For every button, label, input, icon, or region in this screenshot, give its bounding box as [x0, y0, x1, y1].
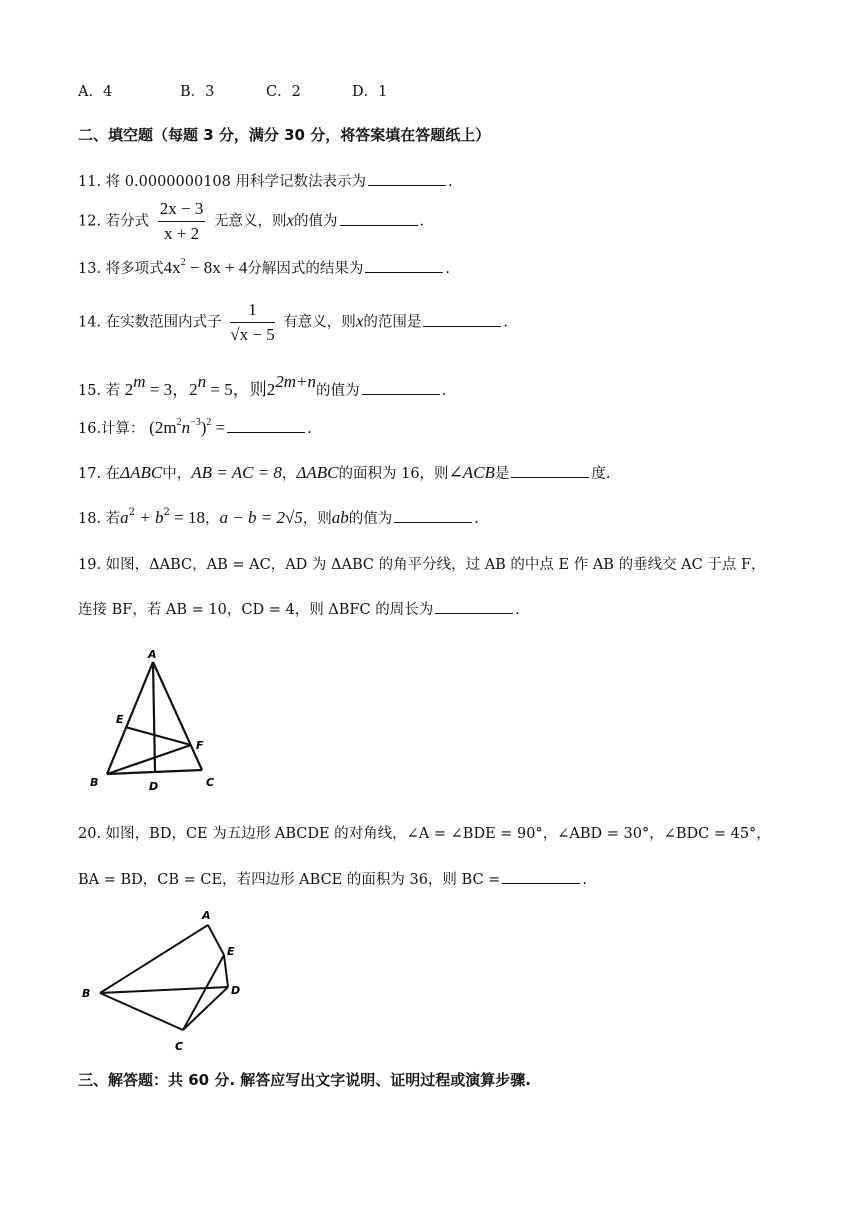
choice-b: B．3 — [180, 84, 215, 100]
q20-text-line2: BA = BD，CB = CE，若四边形 ABCE 的面积为 36，则 BC = — [78, 872, 501, 888]
label-d: D — [231, 984, 241, 997]
q14-fraction — [230, 300, 274, 345]
fraction-denominator: √x − 5 — [230, 325, 275, 344]
question-19-cont: 连接 BF，若 AB = 10，CD = 4，则 ΔBFC 的周长为 . — [78, 602, 520, 618]
q12-number: 12. — [78, 213, 102, 230]
q12-fraction — [158, 199, 206, 244]
q16-expression: $(2m^2n^{-3})^2$ = — [149, 417, 226, 437]
label-b: B — [90, 776, 99, 789]
question-11: 11. 将 0.0000000108 用科学记数法表示为 . — [78, 174, 453, 190]
fraction-numerator: 1 — [230, 300, 274, 323]
section3-title: 三、解答题：共 60 分. 解答应写出文字说明、证明过程或演算步骤. — [78, 1071, 531, 1089]
answer-blank — [340, 224, 418, 226]
question-20-cont: BA = BD，CB = CE，若四边形 ABCE 的面积为 36，则 BC = . — [78, 872, 587, 888]
label-a: A — [202, 909, 211, 922]
answer-blank — [435, 612, 513, 614]
fraction-numerator: 2x − 3 — [158, 199, 206, 222]
q15-number: 15. — [78, 383, 102, 399]
q18-number: 18. — [78, 511, 102, 527]
answer-blank — [502, 882, 580, 884]
question-12: 12. 若分式 $\frac{2x - 3}{x + 2}$ 无意义，则x的值为 . — [78, 199, 425, 243]
answer-blank — [365, 271, 443, 273]
answer-blank — [511, 476, 589, 478]
fraction-denominator: x + 2 — [164, 224, 200, 243]
question-15: 15. 若 $2^m = 3$，$2^n = 5$，则$2^{2m+n}$的值为 . — [78, 372, 447, 399]
answer-blank — [368, 184, 446, 186]
question-13: 13. 将多项式$4x^2 - 8x + 4$分解因式的结果为 . — [78, 257, 450, 277]
choice-d: D．1 — [352, 84, 388, 100]
section2-title: 二、填空题（每题 3 分，满分 30 分，将答案填在答题纸上） — [78, 126, 491, 144]
answer-blank — [423, 325, 501, 327]
q13-number: 13. — [78, 261, 102, 277]
q11-text: 将 0.0000000108 用科学记数法表示为 — [105, 174, 366, 190]
choice-a: A．4 — [78, 84, 113, 100]
q19-text-line1: 如图，ΔABC，AB = AC，AD 为 ΔABC 的角平分线，过 AB 的中点 E 作 AB 的垂线交 AC 于点 F， — [105, 557, 766, 573]
q14-number: 14. — [78, 314, 102, 331]
q17-number: 17. — [78, 466, 102, 482]
q11-number: 11. — [78, 174, 102, 190]
label-f: F — [196, 739, 204, 752]
question-20 — [78, 822, 771, 843]
pentagon-figure-2 — [80, 905, 250, 1055]
q16-number: 16. — [78, 421, 102, 437]
answer-blank — [362, 393, 440, 395]
label-e: E — [227, 945, 235, 958]
label-c: C — [175, 1040, 184, 1053]
question-17: 17. 在ΔABC中，AB = AC = 8，ΔABC的面积为 16，则∠ACB是 度. — [78, 463, 611, 482]
choice-c: C．2 — [266, 84, 301, 100]
triangle-figure-1 — [80, 640, 230, 800]
q13-expression: $4x^2 - 8x + 4$ — [163, 257, 248, 277]
q20-number: 20. — [78, 826, 102, 842]
question-18: 18. 若$a^2 + b^2 = 18$，a − b = 2√5，则ab的值为 . — [78, 507, 479, 527]
label-d: D — [149, 780, 159, 793]
q19-text-line2: 连接 BF，若 AB = 10，CD = 4，则 ΔBFC 的周长为 — [78, 602, 434, 618]
label-e: E — [116, 713, 124, 726]
question-14: 14. 在实数范围内式子 $\frac{1}{√x - 5}$ 有意义，则x的范围是 . — [78, 300, 508, 344]
answer-blank — [227, 431, 305, 433]
question-19 — [78, 553, 766, 574]
q19-number: 19. — [78, 557, 102, 573]
label-c: C — [206, 776, 215, 789]
label-a: A — [148, 648, 157, 661]
q20-text-line1: 如图，BD，CE 为五边形 ABCDE 的对角线，∠A = ∠BDE = 90°，∠ABD = 30°，∠BDC = 45°， — [105, 826, 771, 842]
question-16: 16.计算： $(2m^2n^{-3})^2$ = . — [78, 417, 312, 437]
label-b: B — [82, 987, 91, 1000]
answer-blank — [394, 521, 472, 523]
